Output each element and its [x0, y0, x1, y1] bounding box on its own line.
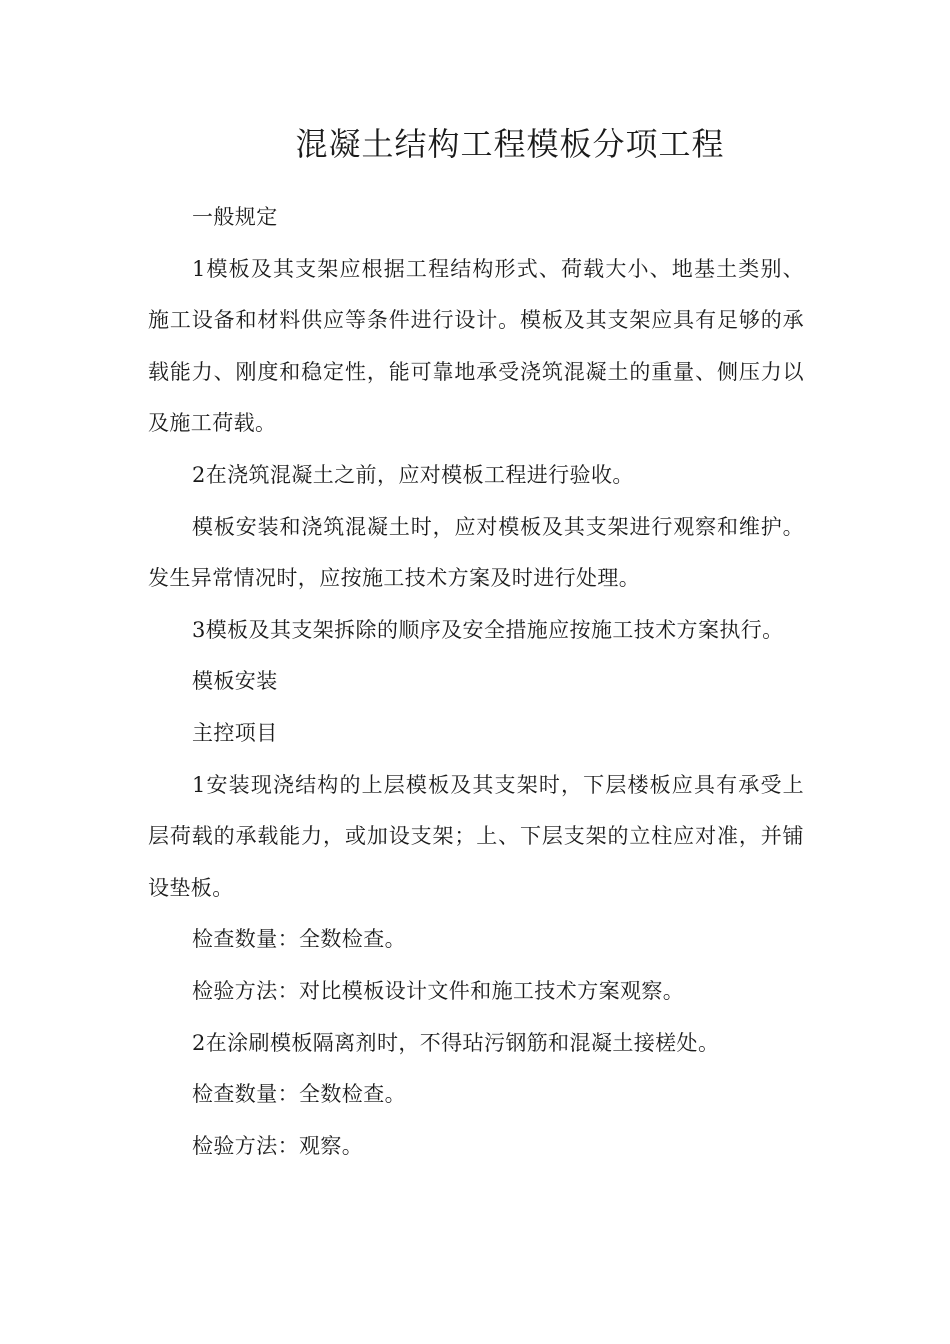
paragraph-clause-2: 2在浇筑混凝土之前，应对模板工程进行验收。	[192, 462, 634, 487]
paragraph-clause-2-note: 模板安装和浇筑混凝土时，应对模板及其支架进行观察和维护。发生异常情况时，应按施工技术方案及时进行处理。	[148, 514, 804, 591]
section-heading-main-items: 主控项目	[192, 720, 278, 745]
paragraph-clause-1: 1模板及其支架应根据工程结构形式、荷载大小、地基土类别、施工设备和材料供应等条件进行设计。模板及其支架应具有足够的承载能力、刚度和稳定性，能可靠地承受浇筑混凝土的重量、侧压力以及施工荷载。	[148, 256, 804, 436]
section-heading-formwork-install: 模板安装	[192, 669, 278, 694]
paragraph-item-1: 1安装现浇结构的上层模板及其支架时，下层楼板应具有承受上层荷载的承载能力，或加设支架；上、下层支架的立柱应对准，并铺设垫板。	[148, 772, 804, 900]
paragraph-check-method-2: 检验方法：观察。	[192, 1133, 364, 1158]
document-title: 混凝土结构工程模板分项工程	[295, 125, 725, 163]
paragraph-check-quantity-2: 检查数量：全数检查。	[192, 1082, 406, 1107]
section-heading-general: 一般规定	[192, 205, 278, 229]
paragraph-item-2: 2在涂刷模板隔离剂时，不得玷污钢筋和混凝土接槎处。	[192, 1030, 720, 1055]
paragraph-check-quantity-1: 检查数量：全数检查。	[192, 927, 406, 952]
paragraph-check-method-1: 检验方法：对比模板设计文件和施工技术方案观察。	[192, 978, 685, 1003]
document-body	[148, 192, 804, 1172]
paragraph-clause-3: 3模板及其支架拆除的顺序及安全措施应按施工技术方案执行。	[192, 617, 784, 642]
